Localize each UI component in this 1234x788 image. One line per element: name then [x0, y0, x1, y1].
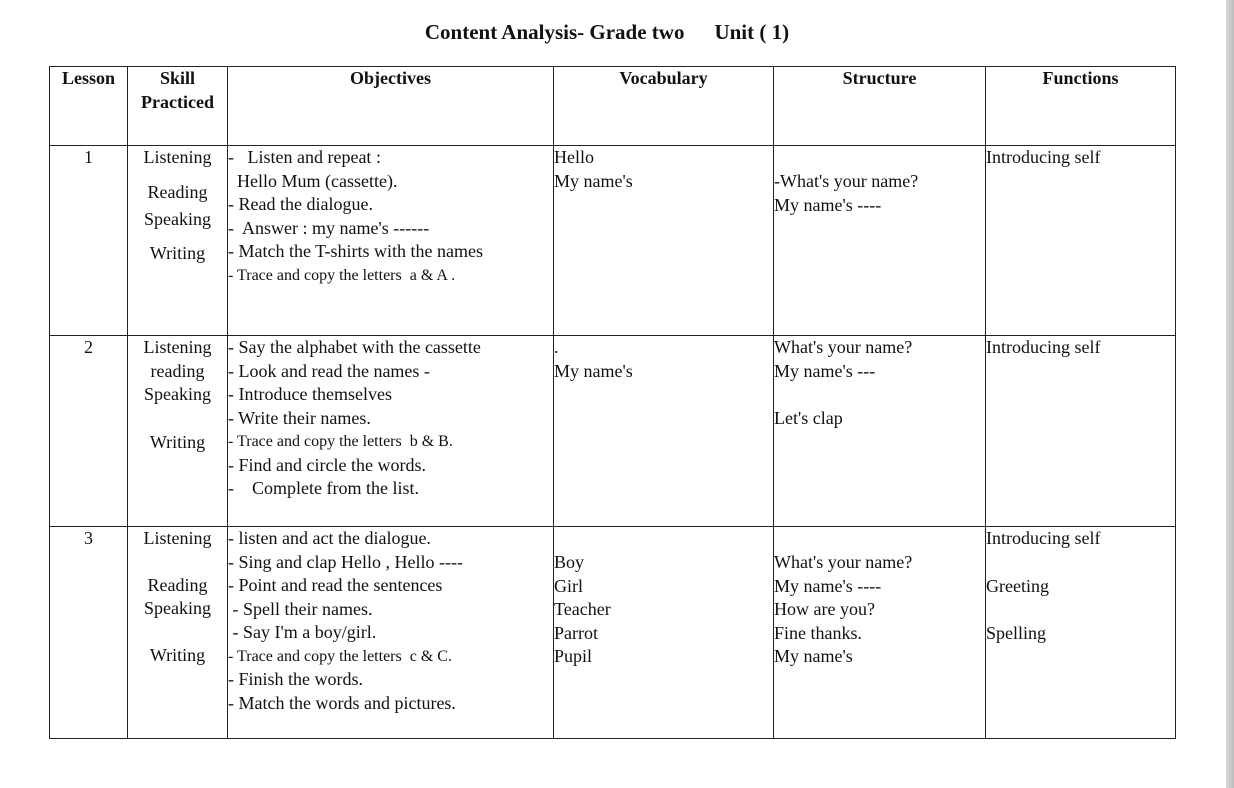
table-row [50, 336, 1176, 527]
structure-cell [774, 527, 986, 739]
skills-cell [128, 527, 228, 739]
function-item: Greeting [986, 575, 1049, 596]
content-analysis-table [49, 66, 1176, 739]
structure-item: How are you? [774, 599, 875, 619]
skill-item: Reading [147, 181, 208, 202]
vocabulary-item: . [554, 337, 559, 357]
header-vocabulary: Vocabulary [554, 67, 774, 146]
vocabulary-cell [554, 527, 774, 739]
skill-item: Speaking [144, 209, 211, 229]
lesson-number: 2 [50, 336, 128, 527]
unit-label: Unit ( 1) [714, 20, 790, 44]
title-text: Content Analysis- Grade two [424, 20, 685, 44]
vocabulary-item: Parrot [554, 622, 598, 643]
skills-cell [128, 336, 228, 527]
skill-item: Writing [149, 242, 206, 263]
objective-item: - Answer : my name's ------ [228, 217, 430, 238]
vocabulary-item: My name's [554, 170, 633, 191]
skill-item: Writing [149, 431, 206, 452]
objective-item: - Finish the words. [228, 669, 363, 689]
skill-item: Reading [147, 574, 208, 595]
header-skill-line2: Practiced [141, 91, 214, 112]
document-title [0, 20, 1214, 45]
objectives-cell [228, 336, 554, 527]
vocabulary-item: Hello [554, 147, 594, 167]
objective-item: - Find and circle the words. [228, 454, 426, 475]
objective-item: - listen and act the dialogue. [228, 528, 431, 548]
functions-cell [986, 527, 1176, 739]
vocabulary-item: Teacher [554, 599, 611, 619]
header-objectives: Objectives [228, 67, 554, 146]
structure-cell [774, 146, 986, 336]
page-edge [1226, 0, 1234, 788]
structure-item: -What's your name? [774, 171, 919, 191]
table-row [50, 527, 1176, 739]
skill-item: Writing [149, 644, 206, 665]
objective-item: - Spell their names. [228, 598, 373, 619]
function-item: Introducing self [986, 528, 1101, 548]
table-row [50, 146, 1176, 336]
structure-item: My name's [774, 646, 853, 666]
objective-item: - Match the words and pictures. [228, 692, 456, 713]
objective-item: - Listen and repeat : [228, 147, 381, 167]
structure-item: Let's clap [774, 408, 843, 428]
header-skill-line1: Skill [159, 68, 196, 88]
objective-item: - Match the T-shirts with the names [228, 241, 483, 261]
objectives-cell [228, 146, 554, 336]
objective-item: - Say I'm a boy/girl. [228, 622, 377, 642]
vocabulary-cell [554, 146, 774, 336]
skills-cell [128, 146, 228, 336]
header-lesson: Lesson [50, 67, 128, 146]
vocabulary-item: Pupil [554, 646, 593, 666]
structure-item: Fine thanks. [774, 622, 862, 643]
objective-item: - Sing and clap Hello , Hello ---- [228, 551, 463, 572]
skill-item: Listening [143, 528, 212, 548]
structure-item: What's your name? [774, 552, 913, 572]
lesson-number: 1 [50, 146, 128, 336]
header-row [50, 67, 1176, 146]
function-item: Introducing self [986, 147, 1101, 167]
objective-item: - Write their names. [228, 407, 371, 428]
objective-item: - Trace and copy the letters b & B. [228, 433, 453, 450]
vocabulary-cell [554, 336, 774, 527]
objective-item: - Read the dialogue. [228, 194, 373, 214]
header-skill [128, 67, 228, 146]
objective-item: - Complete from the list. [228, 478, 419, 498]
skill-item: reading [150, 360, 205, 381]
structure-item: My name's --- [774, 360, 876, 381]
header-functions: Functions [986, 67, 1176, 146]
objective-item: Hello Mum (cassette). [228, 170, 398, 191]
objective-item: - Trace and copy the letters a & A . [228, 266, 456, 284]
skill-item: Speaking [144, 598, 211, 618]
vocabulary-item: Boy [554, 552, 585, 572]
structure-item: My name's ---- [774, 194, 882, 215]
function-item: Introducing self [986, 337, 1101, 357]
objectives-cell [228, 527, 554, 739]
objective-item: - Trace and copy the letters c & C. [228, 647, 452, 665]
skill-item: Speaking [144, 384, 211, 404]
structure-item: My name's ---- [774, 575, 882, 596]
lesson-number: 3 [50, 527, 128, 739]
objective-item: - Point and read the sentences [228, 575, 443, 595]
skill-item: Listening [143, 337, 212, 357]
functions-cell [986, 146, 1176, 336]
objective-item: - Say the alphabet with the cassette [228, 337, 481, 357]
objective-item: - Look and read the names - [228, 360, 430, 381]
vocabulary-item: Girl [554, 575, 583, 596]
functions-cell [986, 336, 1176, 527]
structure-cell [774, 336, 986, 527]
structure-item: What's your name? [774, 337, 913, 357]
objective-item: - Introduce themselves [228, 384, 392, 404]
skill-item: Listening [143, 147, 212, 167]
header-structure: Structure [774, 67, 986, 146]
vocabulary-item: My name's [554, 360, 633, 381]
function-item: Spelling [986, 623, 1047, 643]
